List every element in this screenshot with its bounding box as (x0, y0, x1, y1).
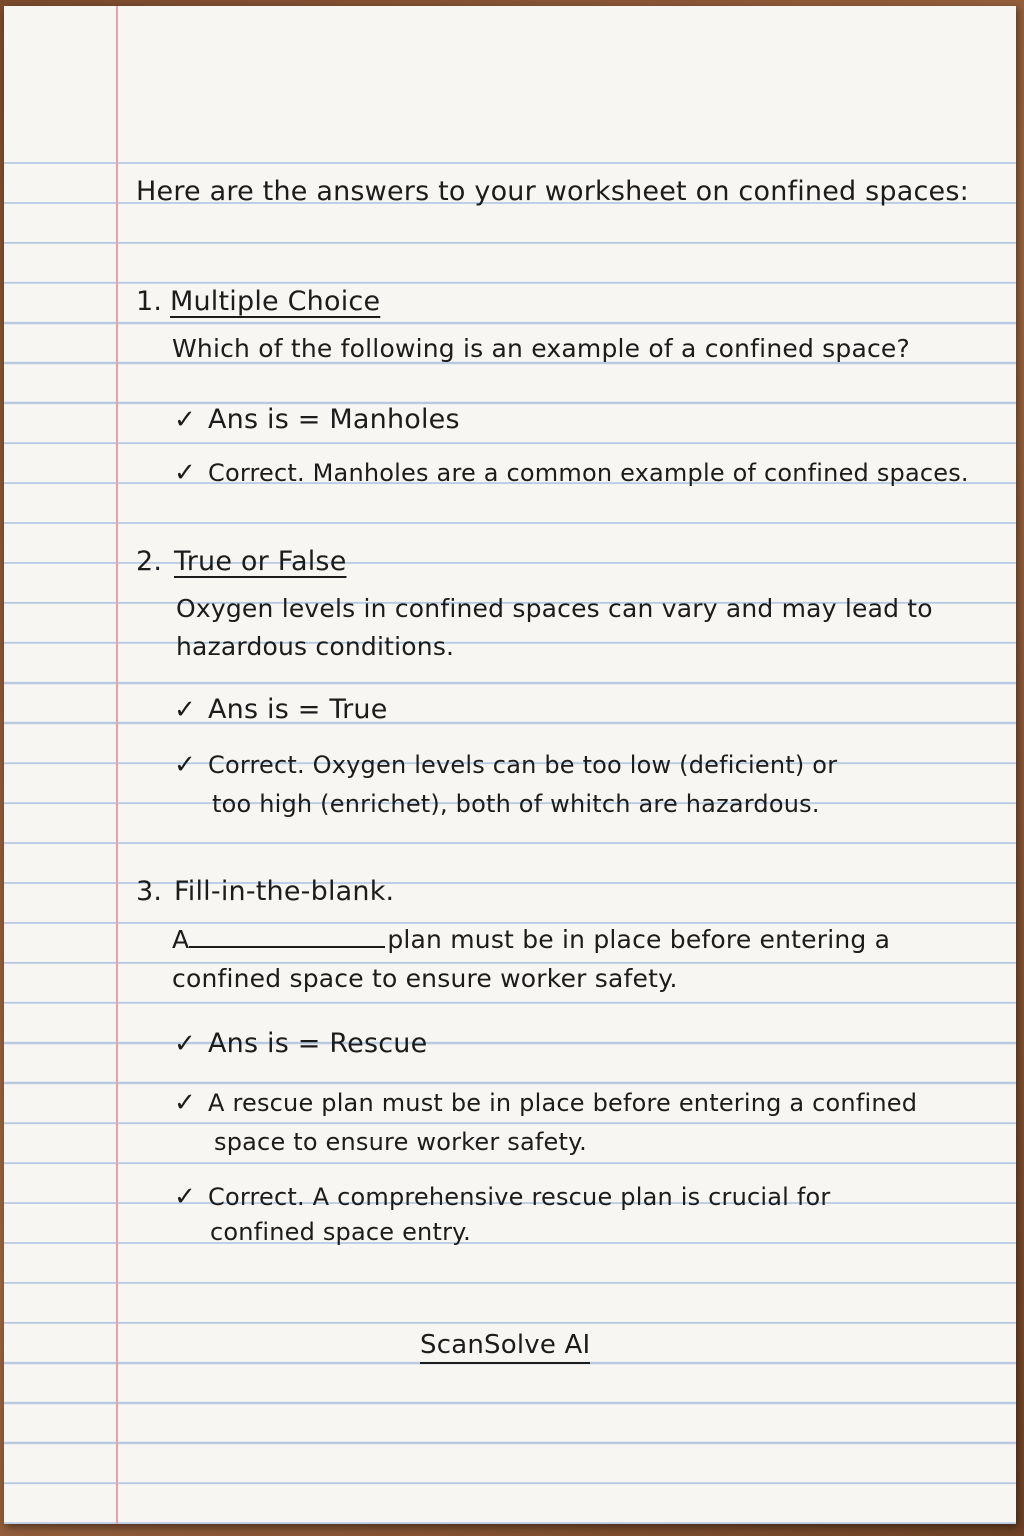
item-1-answer (174, 404, 460, 435)
item-1-number: 1. (136, 286, 163, 317)
fill-in-blank-line (189, 924, 385, 948)
check-icon: ✓ (174, 1182, 196, 1212)
item-1-explanation-line-1: Correct. Manholes are a common example of confined spaces. (208, 459, 969, 487)
margin-line (116, 6, 118, 1524)
item-3-explanation-2-line-1 (174, 1182, 830, 1212)
item-3-explanation-2-line-2: confined space entry. (210, 1218, 471, 1246)
check-icon: ✓ (174, 405, 196, 435)
item-2-answer-text: Ans is = True (208, 694, 388, 725)
check-icon: ✓ (174, 695, 196, 725)
item-3-explanation-1-line-1 (174, 1088, 917, 1118)
item-1-answer-text: Ans is = Manholes (208, 404, 460, 435)
item-3-explanation-1-text: A rescue plan must be in place before entering a confined (208, 1089, 918, 1117)
item-3-answer-text: Ans is = Rescue (208, 1028, 428, 1059)
item-3-number: 3. (136, 876, 163, 907)
page-header-margin (4, 6, 1016, 124)
item-2-number: 2. (136, 546, 163, 577)
item-2-question-line-1: Oxygen levels in confined spaces can vary and may lead to (176, 594, 933, 623)
item-2-question-line-2: hazardous conditions. (176, 632, 455, 661)
check-icon: ✓ (174, 458, 196, 488)
item-2-explanation-text-1: Correct. Oxygen levels can be too low (deficient) or (208, 751, 838, 779)
notebook-page (4, 6, 1016, 1524)
check-icon: ✓ (174, 1029, 196, 1059)
signature: ScanSolve AI (420, 1330, 590, 1364)
item-1-question: Which of the following is an example of a confined space? (172, 334, 910, 363)
item-3-heading: Fill-in-the-blank. (174, 876, 395, 907)
item-3-explanation-1-line-2: space to ensure worker safety. (214, 1128, 587, 1156)
item-3-explanation-2-text: Correct. A comprehensive rescue plan is crucial for (208, 1183, 831, 1211)
item-2-explanation-line-1 (174, 750, 837, 780)
item-1-heading: Multiple Choice (170, 286, 381, 317)
check-icon: ✓ (174, 750, 196, 780)
item-3-question-line-2: confined space to ensure worker safety. (172, 964, 678, 993)
item-1-explanation (174, 458, 969, 488)
item-2-answer (174, 694, 388, 725)
item-3-question-suffix: plan must be in place before entering a (387, 925, 891, 954)
item-2-heading: True or False (174, 546, 347, 577)
intro-text: Here are the answers to your worksheet on confined spaces: (136, 176, 969, 207)
item-2-explanation-line-2: too high (enrichet), both of whitch are hazardous. (212, 790, 820, 818)
item-3-question-prefix: A (172, 925, 190, 954)
item-3-question-line-1 (172, 924, 890, 954)
item-3-answer (174, 1028, 427, 1059)
check-icon: ✓ (174, 1088, 196, 1118)
